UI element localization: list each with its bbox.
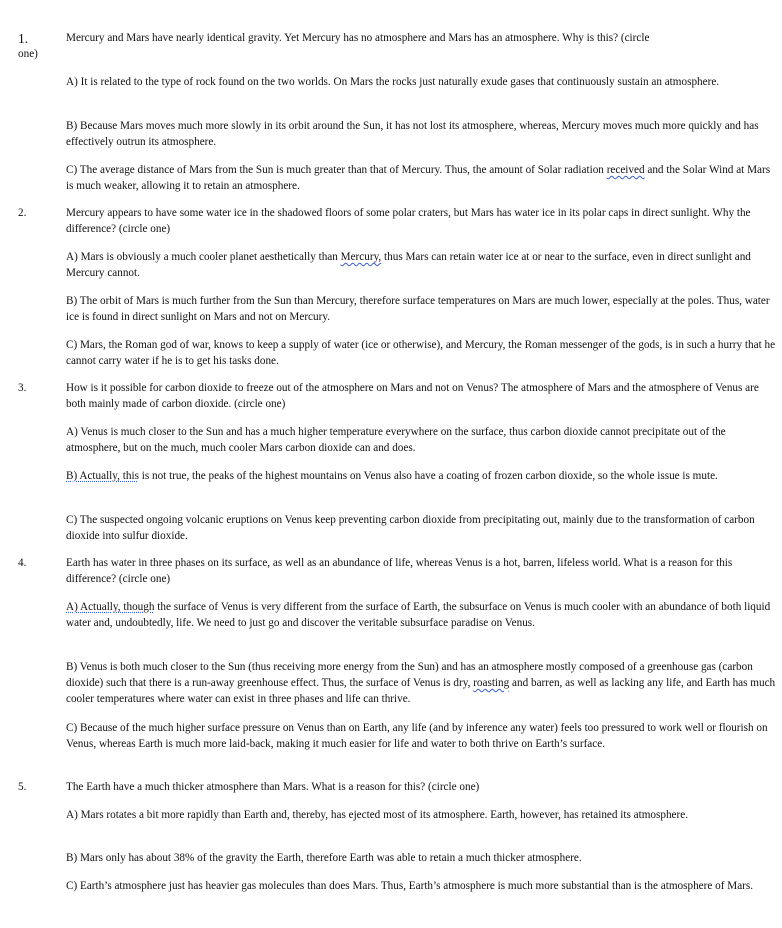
- option-2b: B) The orbit of Mars is much further from the Sun than Mercury, therefore surface temperatures on Mars are much lower, especially at the poles. Thus, water ice is found in direct sunlight on Mars and not on Mercury.: [66, 295, 770, 323]
- option-1c: C) The average distance of Mars from the Sun is much greater than that of Mercury. Thus, the amount of Solar radiation received and the Solar Wind at Mars is much weaker, allowing it to retain an atmosphere.: [66, 164, 771, 192]
- option-5a: A) Mars rotates a bit more rapidly than Earth and, thereby, has ejected most of its atmosphere. Earth, however, has retained its atmosphere.: [66, 809, 689, 821]
- option-4c: C) Because of the much higher surface pressure on Venus than on Earth, any life (and by inference any water) feels too pressured to work well or flourish on Venus, whereas Earth is much more laid-back, making it much easier for life and water to both thrive on Earth’s surface.: [66, 722, 768, 750]
- question-stem: Mercury appears to have some water ice in the shadowed floors of some polar craters, but Mars has water ice in its polar caps in direct sunlight. Why the difference? (circle one): [66, 207, 751, 235]
- question-2: [0, 206, 782, 238]
- question-5: [0, 780, 782, 796]
- question-4: [0, 556, 782, 588]
- question-stem: Earth has water in three phases on its surface, as well as an abundance of life, whereas Venus is a hot, barren, lifeless world. What is a reason for this difference? (circle one): [66, 557, 733, 585]
- question-3: [0, 381, 782, 413]
- question-number: 5.: [18, 781, 27, 793]
- proofing-mark: A) Actually, though: [66, 601, 155, 613]
- proofing-mark: received: [606, 164, 645, 176]
- option-1b: B) Because Mars moves much more slowly in its orbit around the Sun, it has not lost its atmosphere, whereas, Mercury moves much more quickly and has effectively outrun its atmosphere.: [66, 120, 759, 148]
- question-number: 3.: [18, 382, 27, 394]
- proofing-mark: B) Actually, this: [66, 470, 139, 482]
- question-number: 4.: [18, 557, 27, 569]
- question-stem-wrap: one): [18, 48, 38, 60]
- option-5c: C) Earth’s atmosphere just has heavier gas molecules than does Mars. Thus, Earth’s atmosphere is much more substantial than is the atmosphere of Mars.: [66, 880, 754, 892]
- question-stem: The Earth have a much thicker atmosphere than Mars. What is a reason for this? (circle one): [66, 781, 480, 793]
- option-4b: B) Venus is both much closer to the Sun (thus receiving more energy from the Sun) and has an atmosphere mostly composed of a greenhouse gas (carbon dioxide) such that there is a run-away greenhouse effect. Thus, the surface of Venus is dry, roasting and barren, as well as lacking any life, and Earth has much cooler temperatures where water can exist in three phases and life can thrive.: [66, 661, 776, 705]
- question-number: 2.: [18, 207, 27, 219]
- proofing-mark: Mercury,: [340, 251, 382, 263]
- option-3b: B) Actually, this is not true, the peaks of the highest mountains on Venus also have a coating of frozen carbon dioxide, so the whole issue is mute.: [66, 470, 718, 482]
- option-5b: B) Mars only has about 38% of the gravity the Earth, therefore Earth was able to retain a much thicker atmosphere.: [66, 852, 582, 864]
- option-3a: A) Venus is much closer to the Sun and has a much higher temperature everywhere on the surface, thus carbon dioxide cannot precipitate out of the atmosphere, but on the much, much cooler Mars carbon dioxide can and does.: [66, 426, 726, 454]
- option-1a: A) It is related to the type of rock found on the two worlds. On Mars the rocks just naturally exude gases that continuously sustain an atmosphere.: [66, 76, 720, 88]
- option-2a: A) Mars is obviously a much cooler planet aesthetically than Mercury, thus Mars can retain water ice at or near to the surface, even in direct sunlight and Mercury cannot.: [66, 251, 751, 279]
- question-stem: Mercury and Mars have nearly identical gravity. Yet Mercury has no atmosphere and Mars has an atmosphere. Why is this? (circle: [66, 32, 650, 44]
- proofing-mark: roasting: [473, 676, 510, 689]
- question-stem: How is it possible for carbon dioxide to freeze out of the atmosphere on Mars and not on Venus? The atmosphere of Mars and the atmosphere of Venus are both mainly made of carbon dioxide. (circle one): [66, 382, 759, 410]
- question-number: 1.: [18, 31, 29, 46]
- option-2c: C) Mars, the Roman god of war, knows to keep a supply of water (ice or otherwise), and Mercury, the Roman messenger of the gods, is in such a hurry that he cannot carry water if he is to get his tasks done.: [66, 339, 776, 367]
- option-3c: C) The suspected ongoing volcanic eruptions on Venus keep preventing carbon dioxide from precipitating out, mainly due to the transformation of carbon dioxide into sulfur dioxide.: [66, 514, 755, 542]
- question-1: [0, 31, 782, 60]
- option-4a: A) Actually, though the surface of Venus is very different from the surface of Earth, the subsurface on Venus is much cooler with an abundance of both liquid water and, undoubtedly, life. We need to just go and discover the veritable subsurface paradise on Venus.: [66, 601, 771, 629]
